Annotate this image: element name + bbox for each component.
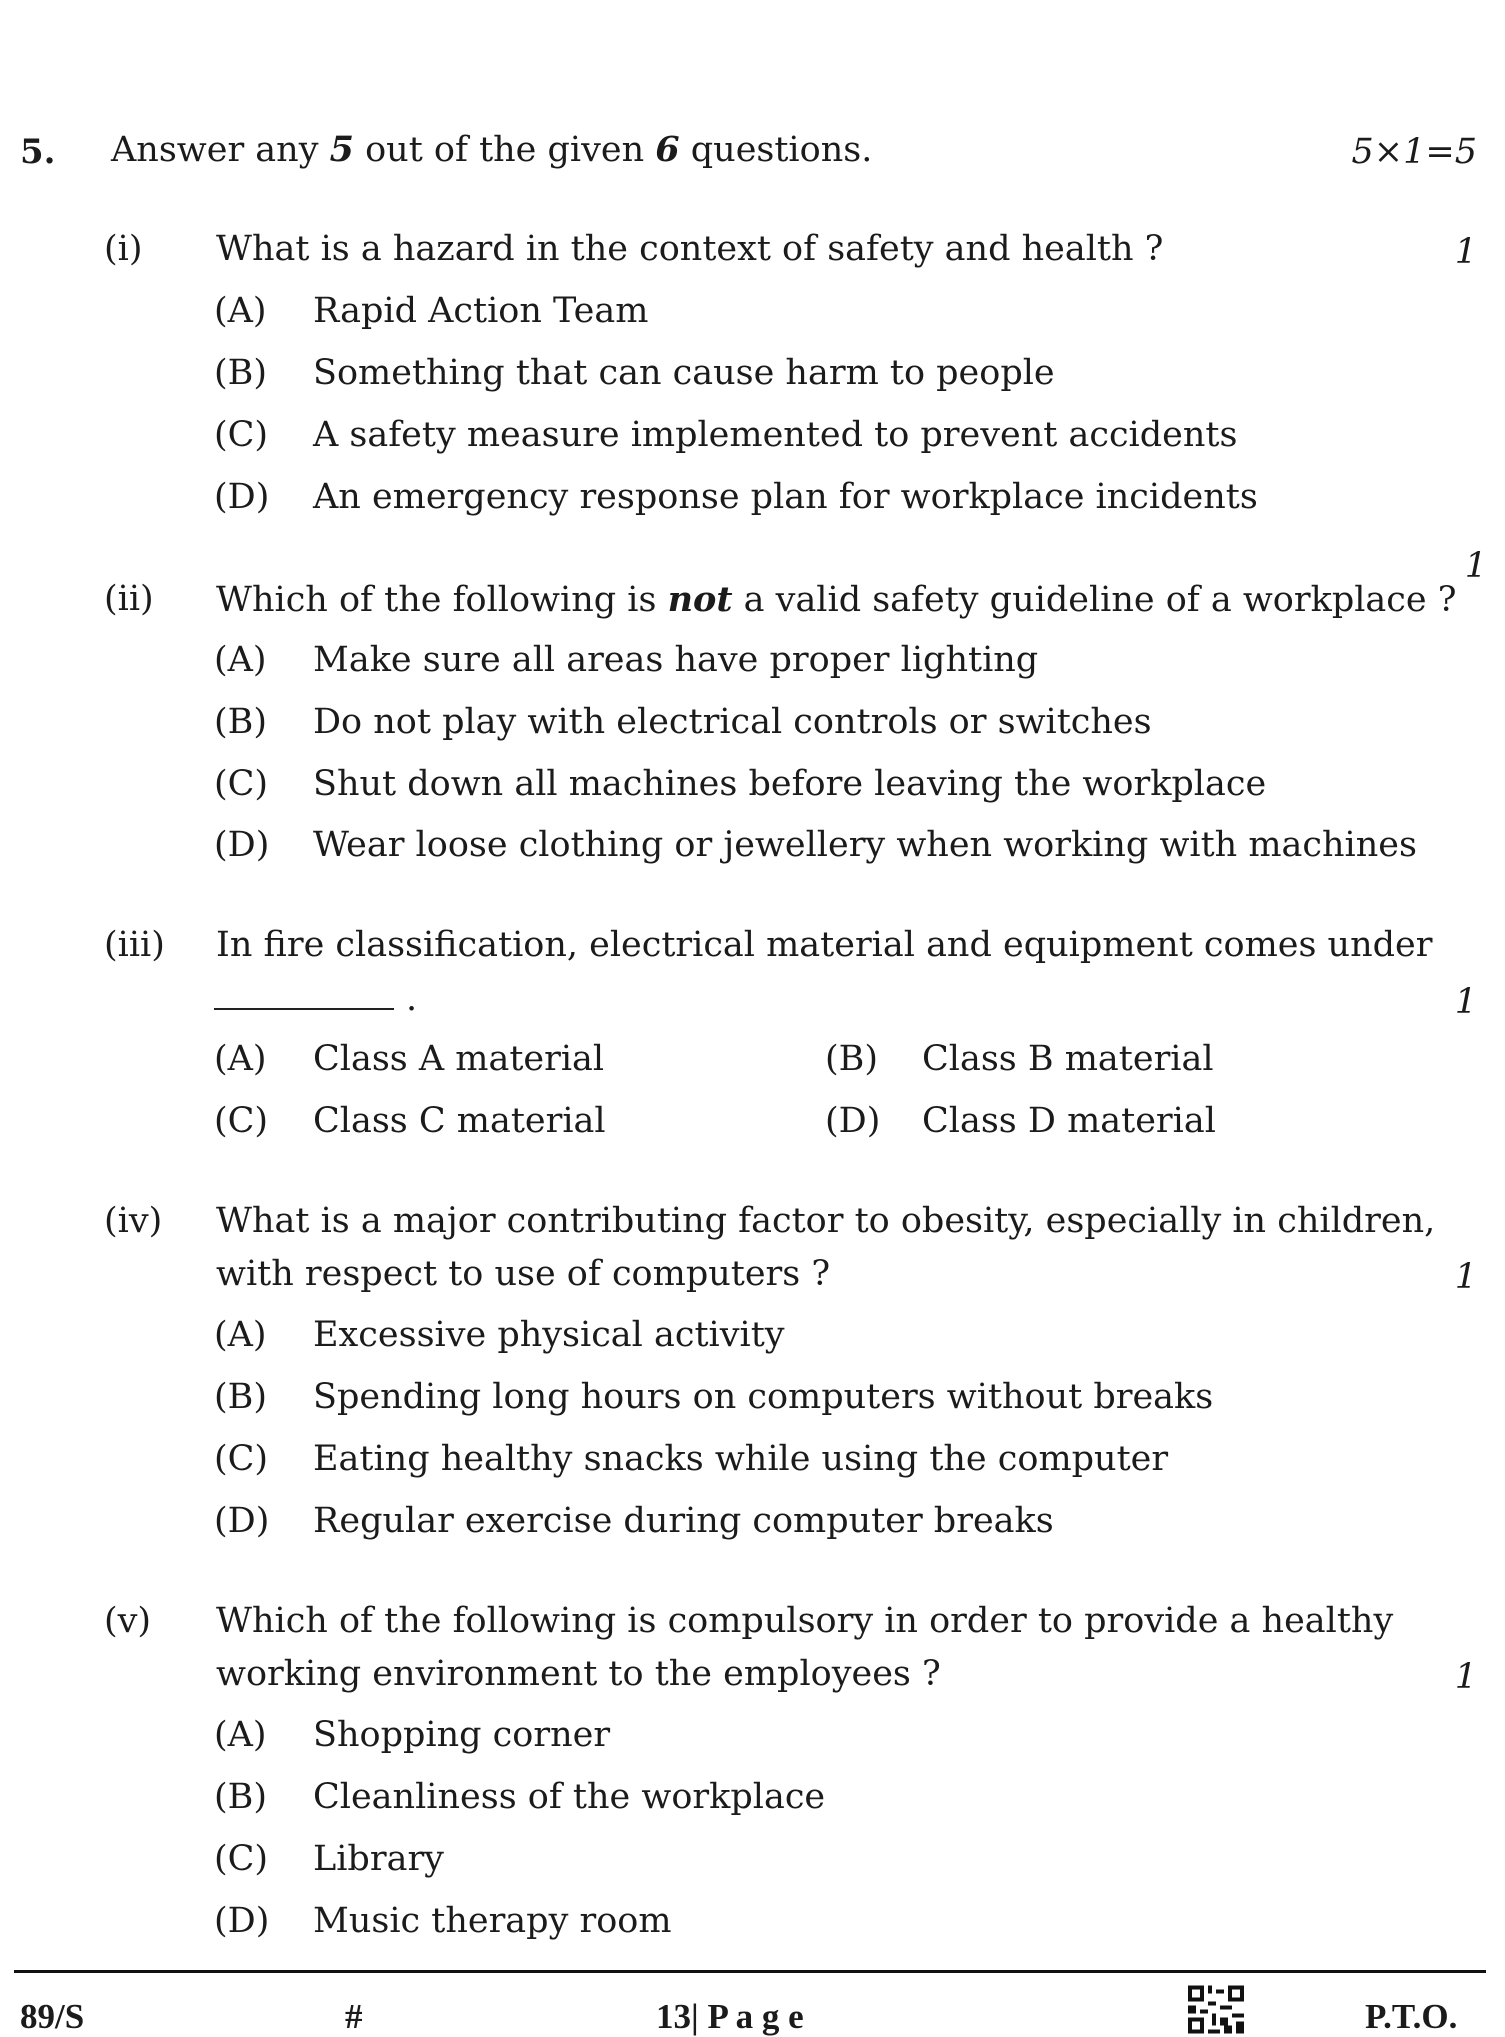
option-text: A safety measure implemented to prevent accidents bbox=[313, 415, 1238, 455]
option-label: (A) bbox=[214, 1715, 267, 1755]
option-text: Music therapy room bbox=[313, 1901, 672, 1941]
option-label: (D) bbox=[214, 825, 270, 865]
page-number: 13| P a g e bbox=[656, 1997, 804, 2036]
option-text: An emergency response plan for workplace incidents bbox=[313, 477, 1258, 517]
option-text: Make sure all areas have proper lighting bbox=[313, 640, 1039, 680]
option-text: Shut down all machines before leaving the workplace bbox=[313, 764, 1267, 804]
question-text: Which of the following is not a valid safety guideline of a workplace ? bbox=[216, 579, 1457, 620]
question-text-line1: What is a major contributing factor to obesity, especially in children, bbox=[216, 1201, 1436, 1241]
question-text-line1: Which of the following is compulsory in order to provide a healthy bbox=[216, 1601, 1394, 1641]
question-text-line2: working environment to the employees ? bbox=[216, 1654, 941, 1694]
option-label: (D) bbox=[825, 1101, 881, 1141]
option-label: (D) bbox=[214, 1901, 270, 1941]
option-label: (B) bbox=[214, 1777, 268, 1817]
option-label: (C) bbox=[214, 1439, 269, 1479]
option-label: (A) bbox=[214, 1315, 267, 1355]
option-text: Cleanliness of the workplace bbox=[313, 1777, 826, 1817]
option-label: (C) bbox=[214, 1101, 269, 1141]
sub-question-number: (v) bbox=[104, 1601, 152, 1641]
option-text: Something that can cause harm to people bbox=[313, 353, 1055, 393]
option-text: Rapid Action Team bbox=[313, 291, 649, 331]
option-label: (B) bbox=[214, 353, 268, 393]
question-marks: 1 bbox=[1454, 982, 1477, 1022]
question-text: What is a hazard in the context of safety and health ? bbox=[216, 229, 1164, 269]
option-label: (C) bbox=[214, 415, 269, 455]
option-text: Eating healthy snacks while using the computer bbox=[313, 1439, 1169, 1479]
option-label: (C) bbox=[214, 764, 269, 804]
answer-blank: . bbox=[214, 982, 417, 1017]
option-text: Spending long hours on computers without breaks bbox=[313, 1377, 1214, 1417]
option-text: Library bbox=[313, 1839, 444, 1879]
option-text: Excessive physical activity bbox=[313, 1315, 785, 1355]
question-marks: 1 bbox=[1454, 1657, 1477, 1697]
question-text-line2: with respect to use of computers ? bbox=[216, 1254, 831, 1294]
option-label: (D) bbox=[214, 477, 270, 517]
option-text: Class C material bbox=[313, 1101, 606, 1141]
paper-code: 89/S bbox=[20, 1997, 85, 2036]
option-label: (A) bbox=[214, 640, 267, 680]
option-text: Shopping corner bbox=[313, 1715, 611, 1755]
option-text: Regular exercise during computer breaks bbox=[313, 1501, 1054, 1541]
sub-question-number: (iv) bbox=[104, 1201, 163, 1241]
option-label: (D) bbox=[214, 1501, 270, 1541]
option-label: (B) bbox=[214, 1377, 268, 1417]
option-label: (C) bbox=[214, 1839, 269, 1879]
hash-mark: # bbox=[345, 1997, 363, 2036]
footer-divider bbox=[14, 1970, 1486, 1973]
sub-question-number: (i) bbox=[104, 229, 143, 269]
option-text: Wear loose clothing or jewellery when working with machines bbox=[313, 825, 1417, 865]
option-text: Class A material bbox=[313, 1039, 605, 1079]
section-instruction: Answer any 5 out of the given 6 questions. bbox=[111, 129, 873, 170]
option-text: Do not play with electrical controls or switches bbox=[313, 702, 1152, 742]
sub-question-number: (iii) bbox=[104, 925, 165, 965]
question-marks: 1 bbox=[1454, 232, 1477, 272]
option-label: (A) bbox=[214, 291, 267, 331]
pto-label: P.T.O. bbox=[1365, 1997, 1458, 2036]
option-label: (B) bbox=[825, 1039, 879, 1079]
option-label: (A) bbox=[214, 1039, 267, 1079]
section-marks: 5×1=5 bbox=[1351, 132, 1477, 172]
option-text: Class D material bbox=[922, 1101, 1216, 1141]
option-label: (B) bbox=[214, 702, 268, 742]
question-marks: 1 bbox=[1464, 546, 1487, 586]
question-number: 5. bbox=[20, 132, 56, 172]
question-text: In fire classification, electrical material and equipment comes under bbox=[216, 925, 1433, 965]
option-text: Class B material bbox=[922, 1039, 1214, 1079]
qr-code-icon bbox=[1188, 1985, 1244, 2034]
question-marks: 1 bbox=[1454, 1257, 1477, 1297]
sub-question-number: (ii) bbox=[104, 579, 154, 619]
